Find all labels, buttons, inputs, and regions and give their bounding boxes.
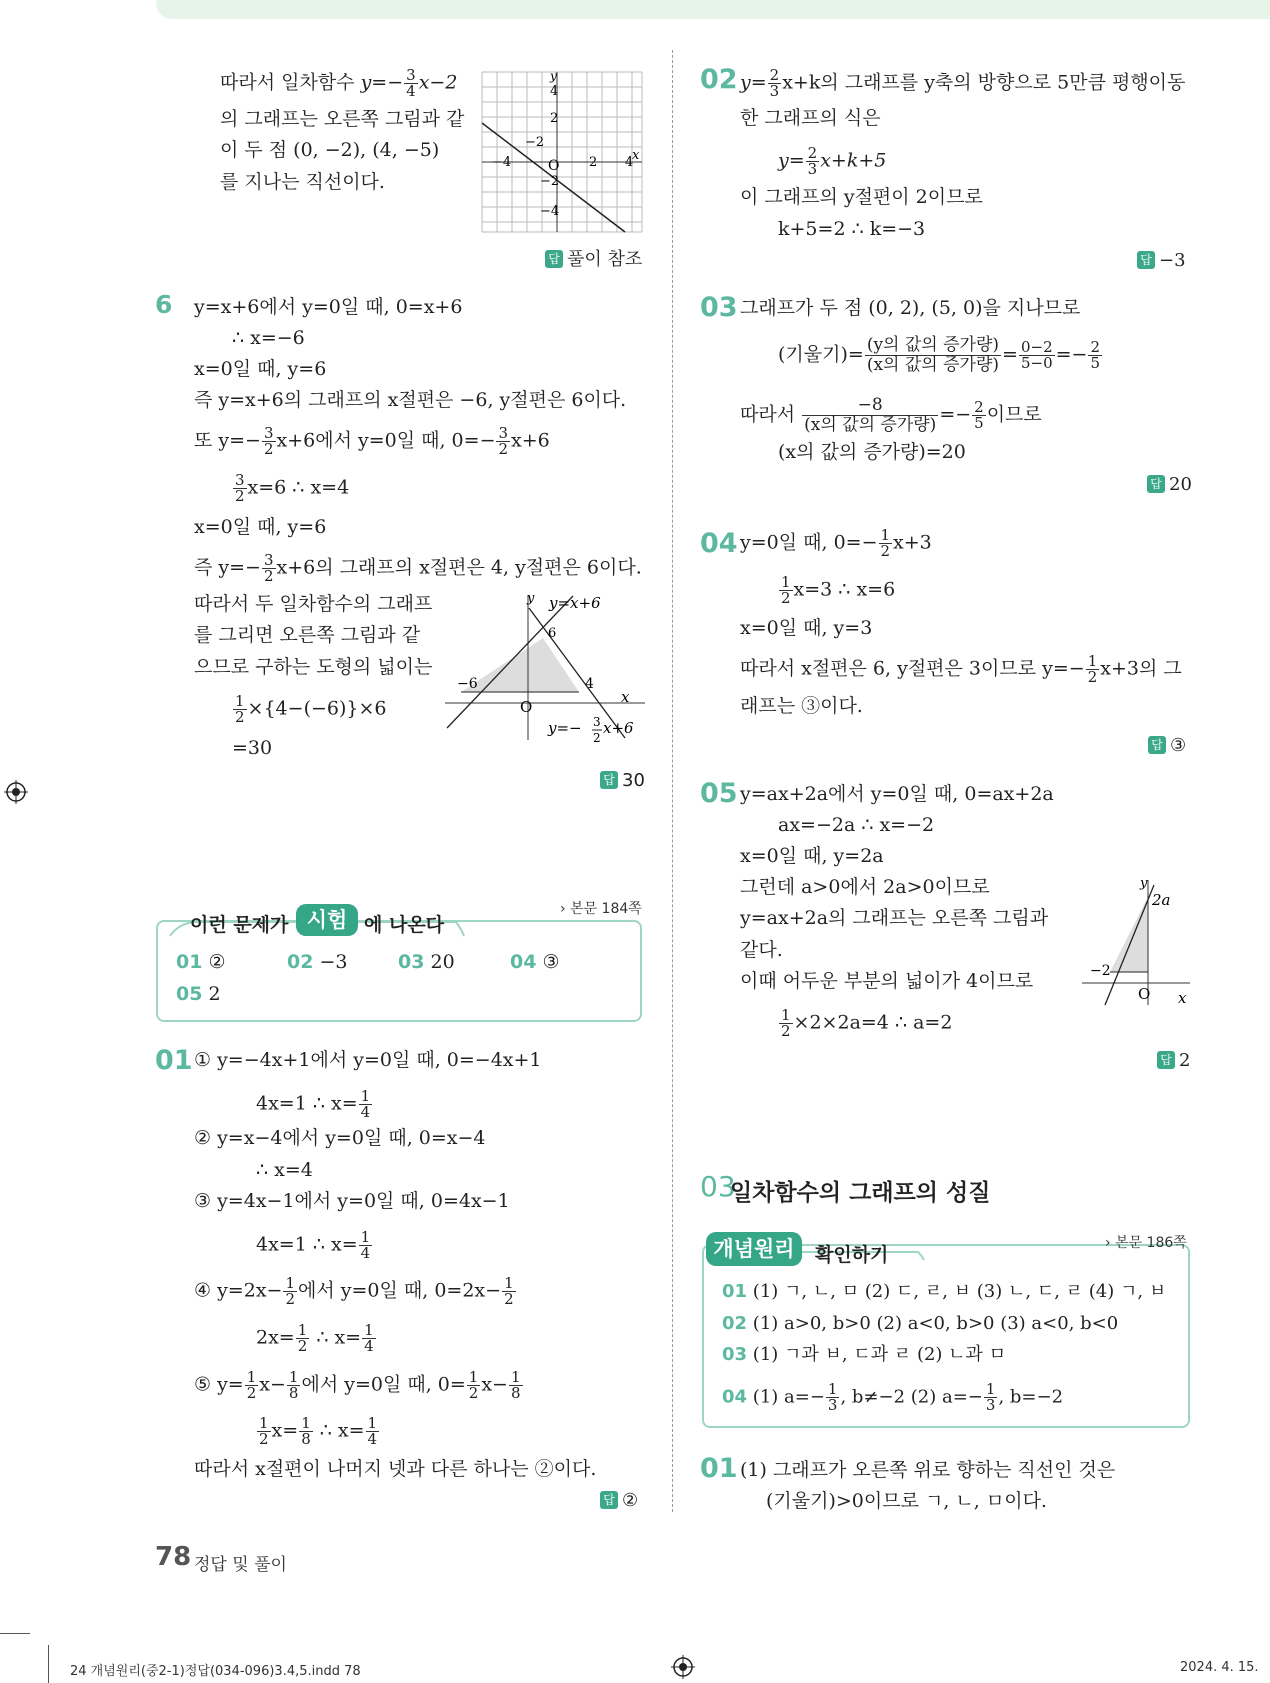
grid-x-label: x — [632, 148, 640, 163]
grid-y-label: y — [550, 70, 557, 83]
q04-number: 04 — [700, 528, 738, 559]
q05-line-5: y=ax+2a의 그래프는 오른쪽 그림과 — [740, 907, 1049, 929]
p6-line-13: =30 — [232, 737, 273, 759]
q03-line-4: (x의 값의 증가량)=20 — [778, 441, 966, 463]
q05-graph-y: y — [1140, 876, 1148, 891]
exam-ref: › 본문 184쪽 — [560, 901, 642, 917]
q04-line-5: 래프는 ③이다. — [740, 695, 863, 717]
concept-title: 확인하기 — [815, 1244, 889, 1266]
concept-item-02: 02 (1) a>0, b>0 (2) a<0, b>0 (3) a<0, b<0 — [722, 1313, 1119, 1334]
page-title: 정답 및 풀이 — [194, 1555, 287, 1575]
q05-graph-m2: −2 — [1090, 963, 1111, 979]
q05-graph-x: x — [1178, 989, 1187, 1007]
q05-line-6: 같다. — [740, 939, 783, 961]
exam-item-05: 05 2 — [176, 983, 221, 1005]
concept-pill: 개념원리 — [706, 1232, 802, 1266]
p6-line-1: y=x+6에서 y=0일 때, 0=x+6 — [194, 296, 463, 318]
q05-line-7: 이때 어두운 부분의 넓이가 4이므로 — [740, 970, 1034, 992]
concept-item-03: 03 (1) ㄱ과 ㅂ, ㄷ과 ㄹ (2) ㄴ과 ㅁ — [722, 1344, 1007, 1365]
exam-title-2: 에 나온다 — [364, 914, 445, 936]
grid-tick-m2: −2 — [525, 135, 545, 150]
grid-tick-x4: 4 — [625, 155, 634, 170]
p6-graph-y: y — [527, 591, 535, 606]
exam-item-03: 03 20 — [398, 951, 455, 973]
q01-number: 01 — [155, 1045, 193, 1076]
p5-answer: 답 풀이 참조 — [545, 245, 642, 271]
p6-line-4: 즉 y=x+6의 그래프의 x절편은 −6, y절편은 6이다. — [194, 389, 627, 411]
q01-line-11: 따라서 x절편이 나머지 넷과 다른 하나는 ②이다. — [194, 1458, 597, 1480]
p6-graph-line1: y=x+6 — [549, 594, 601, 612]
p6-answer: 답 30 — [600, 770, 645, 791]
p6-number: 6 — [155, 290, 173, 319]
q03-answer: 답 20 — [1147, 474, 1192, 495]
grid-tick-4: 4 — [550, 84, 559, 99]
p6-line-9: 따라서 두 일차함수의 그래프 — [194, 593, 433, 615]
footer-date: 2024. 4. 15. — [1180, 1660, 1259, 1675]
p6-graph-origin: O — [520, 698, 533, 716]
q02-line-4: 이 그래프의 y절편이 2이므로 — [740, 186, 983, 208]
q01-line-1: ① y=−4x+1에서 y=0일 때, 0=−4x+1 — [194, 1049, 542, 1071]
q02-line-2: 한 그래프의 식은 — [740, 107, 881, 129]
grid-tick-x2: 2 — [589, 155, 598, 170]
q01-line-8: 2x= $\frac{1}{2}$ ∴ x= $\frac{1}{4}$ — [256, 1321, 374, 1355]
q02-line-3: y= $\frac{2}{3}$ x+k+5 — [778, 144, 887, 178]
p5-line-4: 를 지나는 직선이다. — [220, 171, 385, 193]
registration-mark-bottom — [671, 1655, 695, 1679]
grid-tick-ym4: −4 — [540, 204, 560, 219]
q05-number: 05 — [700, 778, 738, 809]
q05-graph-origin: O — [1138, 985, 1151, 1003]
q05-answer: 답 2 — [1157, 1050, 1190, 1071]
q01-line-2: 4x=1 ∴ x= $\frac{1}{4}$ — [256, 1087, 371, 1121]
column-divider — [672, 50, 673, 1512]
q01-line-4: ∴ x=4 — [256, 1159, 313, 1181]
exam-item-04: 04 ③ — [510, 951, 560, 973]
q02-number: 02 — [700, 64, 738, 95]
crop-mark-v — [48, 1645, 49, 1683]
p5-line-1: 따라서 일차함수 y=− $\frac{3}{4}$ x−2 — [220, 66, 458, 100]
concept-item-04: 04 (1) a=− $\frac{1}{3}$ , b≠−2 (2) a=− $\frac{1}{3}$ , b=−2 — [722, 1380, 1064, 1414]
q03-line-2: (기울기)= (y의 값의 증가량) (x의 값의 증가량) = $\frac{0-2}{5-0}$ =− $\frac{2}{5}$ — [778, 335, 1100, 375]
registration-mark-left — [4, 780, 28, 804]
exam-title-pill: 시험 — [296, 904, 358, 936]
section-number: 03 — [700, 1170, 736, 1203]
p6-line-8: 즉 y=− $\frac{3}{2}$ x+6의 그래프의 x절편은 4, y절편은 6이다. — [194, 551, 642, 585]
grid-tick-m4: −4 — [492, 155, 512, 170]
p6-graph-frac-num: 3 — [593, 715, 601, 729]
p6-line-10: 를 그리면 오른쪽 그림과 같 — [194, 624, 421, 646]
p6-line-2: ∴ x=−6 — [232, 327, 305, 349]
q01b-line-1: (1) 그래프가 오른쪽 위로 향하는 직선인 것은 — [740, 1459, 1116, 1481]
q05-line-4: 그런데 a>0에서 2a>0이므로 — [740, 876, 990, 898]
q05-line-2: ax=−2a ∴ x=−2 — [778, 814, 935, 836]
q01b-line-2: (기울기)>0이므로 ㄱ, ㄴ, ㅁ이다. — [766, 1490, 1047, 1512]
q02-answer: 답 −3 — [1137, 250, 1186, 271]
p5-line-2: 의 그래프는 오른쪽 그림과 같 — [220, 108, 465, 130]
exam-item-01: 01 ② — [176, 951, 226, 973]
footer-file: 24 개념원리(중2-1)정답(034-096)3.4,5.indd 78 — [70, 1664, 361, 1679]
grid-origin: O — [548, 158, 560, 174]
q01-line-6: 4x=1 ∴ x= $\frac{1}{4}$ — [256, 1228, 371, 1262]
q03-line-3: 따라서 −8 (x의 값의 증가량) =− $\frac{2}{5}$ 이므로 — [740, 395, 1042, 435]
q01-line-5: ③ y=4x−1에서 y=0일 때, 0=4x−1 — [194, 1190, 510, 1212]
q04-answer: 답 ③ — [1148, 735, 1186, 756]
p6-line-5: 또 y=− $\frac{3}{2}$ x+6에서 y=0일 때, 0=− $\frac{3}{2}$ x+6 — [194, 424, 550, 458]
q05-line-8: $\frac{1}{2}$ ×2×2a=4 ∴ a=2 — [781, 1006, 953, 1040]
p6-graph-x: x — [621, 688, 630, 706]
p6-graph-line2: y=− — [548, 719, 582, 737]
p6-triangle-graph — [445, 590, 655, 750]
p5-line-3: 이 두 점 (0, −2), (4, −5) — [220, 139, 440, 161]
exam-title-1: 이런 문제가 — [190, 914, 289, 936]
grid-tick-ym2: −2 — [540, 174, 560, 189]
q03-number: 03 — [700, 292, 738, 323]
q02-line-1: y= $\frac{2}{3}$ x+k의 그래프를 y축의 방향으로 5만큼 평행이동 — [740, 66, 1186, 100]
crop-mark-h — [0, 1633, 30, 1634]
p6-graph-6: 6 — [548, 626, 557, 641]
p6-line-7: x=0일 때, y=6 — [194, 516, 327, 538]
p6-graph-4: 4 — [585, 676, 594, 692]
p6-graph-line2b: x+6 — [603, 719, 634, 737]
p6-graph-frac-den: 2 — [593, 731, 601, 745]
p6-graph-m6: −6 — [457, 676, 478, 692]
grid-tick-2: 2 — [550, 111, 559, 126]
concept-ref: › 본문 186쪽 — [1105, 1235, 1187, 1251]
exam-item-02: 02 −3 — [287, 951, 348, 973]
p5-grid-graph — [480, 70, 646, 235]
q02-line-5: k+5=2 ∴ k=−3 — [778, 218, 926, 240]
section-title: 일차함수의 그래프의 성질 — [730, 1180, 991, 1206]
q03-line-1: 그래프가 두 점 (0, 2), (5, 0)을 지나므로 — [740, 297, 1081, 319]
q01-answer: 답 ② — [600, 1490, 638, 1511]
q04-line-3: x=0일 때, y=3 — [740, 617, 873, 639]
q05-graph-2a: 2a — [1152, 891, 1171, 909]
q01-line-7: ④ y=2x− $\frac{1}{2}$ 에서 y=0일 때, 0=2x− $\frac{1}{2}$ — [194, 1274, 514, 1308]
q01-line-3: ② y=x−4에서 y=0일 때, 0=x−4 — [194, 1127, 486, 1149]
p6-line-3: x=0일 때, y=6 — [194, 358, 327, 380]
q04-line-1: y=0일 때, 0=− $\frac{1}{2}$ x+3 — [740, 526, 932, 560]
q05-graph — [1080, 875, 1192, 1015]
p6-line-11: 으므로 구하는 도형의 넓이는 — [194, 656, 433, 678]
p6-line-12: $\frac{1}{2}$ ×{4−(−6)}×6 — [235, 692, 387, 726]
q01b-number: 01 — [700, 1453, 738, 1484]
q05-line-1: y=ax+2a에서 y=0일 때, 0=ax+2a — [740, 783, 1054, 805]
concept-item-01: 01 (1) ㄱ, ㄴ, ㅁ (2) ㄷ, ㄹ, ㅂ (3) ㄴ, ㄷ, ㄹ (4) ㄱ, ㅂ — [722, 1281, 1167, 1302]
q05-line-3: x=0일 때, y=2a — [740, 845, 884, 867]
q01-line-9: ⑤ y= $\frac{1}{2}$ x− $\frac{1}{8}$ 에서 y=0일 때, 0= $\frac{1}{2}$ x− $\frac{1}{8}$ — [194, 1368, 521, 1402]
page-number: 78 — [155, 1542, 192, 1572]
q01-line-10: $\frac{1}{2}$ x= $\frac{1}{8}$ ∴ x= $\frac{1}{4}$ — [259, 1414, 378, 1448]
p6-line-6: $\frac{3}{2}$ x=6 ∴ x=4 — [235, 471, 350, 505]
q04-line-2: $\frac{1}{2}$ x=3 ∴ x=6 — [781, 573, 896, 607]
q04-line-4: 따라서 x절편은 6, y절편은 3이므로 y=− $\frac{1}{2}$ x+3의 그 — [740, 652, 1182, 686]
top-header-band — [156, 0, 1270, 19]
